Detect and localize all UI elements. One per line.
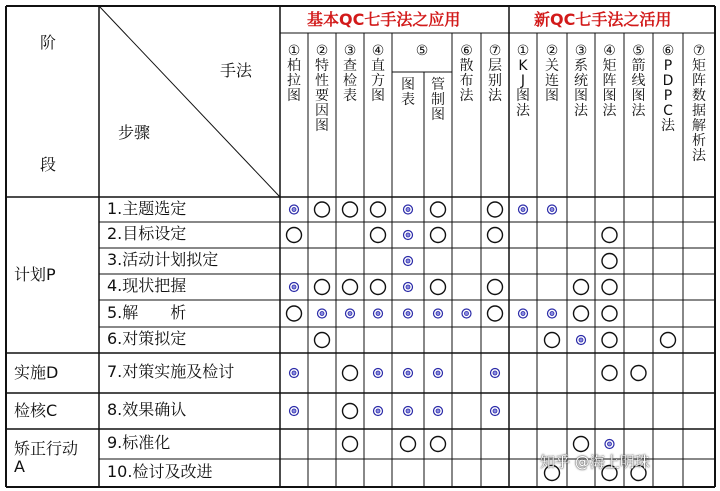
double-circle-mark (404, 309, 413, 318)
col-header-9: ② 关 连 图 (545, 43, 559, 104)
double-circle-mark (462, 309, 471, 318)
col-header-1: ② 特 性 要 因 图 (315, 43, 329, 134)
double-circle-mark (374, 309, 383, 318)
double-circle-mark (404, 283, 413, 292)
open-circle-mark (371, 228, 386, 243)
stage-label-top: 阶 (40, 33, 57, 52)
double-circle-mark (290, 205, 299, 214)
double-circle-mark (404, 407, 413, 416)
open-circle-mark (602, 228, 617, 243)
open-circle-mark (488, 306, 503, 321)
double-circle-mark (434, 407, 443, 416)
double-circle-mark (374, 407, 383, 416)
double-circle-mark (318, 309, 327, 318)
watermark: 知乎 @海上明珠 (540, 453, 650, 471)
step-label-8: 8.效果确认 (107, 400, 187, 419)
double-circle-mark (519, 205, 528, 214)
open-circle-mark (287, 228, 302, 243)
open-circle-mark (488, 228, 503, 243)
open-circle-mark (574, 280, 589, 295)
col-header-11: ④ 矩 阵 图 法 (602, 43, 617, 119)
double-circle-mark (404, 205, 413, 214)
step-label-9: 9.标准化 (107, 433, 171, 452)
open-circle-mark (602, 333, 617, 348)
open-circle-mark (343, 437, 358, 452)
stage-cell-1: 实施D (14, 363, 59, 382)
step-label-1: 1.主题选定 (107, 198, 187, 218)
open-circle-mark (602, 280, 617, 295)
open-circle-mark (574, 437, 589, 452)
col-header-14: ⑦ 矩 阵 数 据 解 析 法 (692, 43, 706, 164)
open-circle-mark (315, 202, 330, 217)
col-header-6: ⑥ 散 布 法 (459, 43, 474, 104)
open-circle-mark (371, 202, 386, 217)
open-circle-mark (602, 366, 617, 381)
open-circle-mark (602, 306, 617, 321)
step-label-10: 10.检讨及改进 (107, 462, 213, 481)
double-circle-mark (404, 369, 413, 378)
col-header-10: ③ 系 统 图 法 (574, 43, 588, 119)
open-circle-mark (431, 280, 446, 295)
open-circle-mark (315, 333, 330, 348)
step-label-2: 2.目标设定 (107, 224, 187, 243)
open-circle-mark (287, 306, 302, 321)
col-name-control-chart: 管 制 图 (431, 77, 445, 123)
open-circle-mark (602, 254, 617, 269)
double-circle-mark (491, 369, 500, 378)
step-label-6: 6.对策拟定 (107, 329, 187, 348)
double-circle-mark (290, 283, 299, 292)
step-label-5: 5.解 析 (107, 302, 187, 322)
open-circle-mark (401, 437, 416, 452)
double-circle-mark (434, 309, 443, 318)
open-circle-mark (343, 280, 358, 295)
method-label: 手法 (220, 61, 253, 80)
open-circle-mark (431, 228, 446, 243)
stage-cell-3: 矫正行动A (14, 439, 79, 476)
double-circle-mark (548, 309, 557, 318)
open-circle-mark (431, 202, 446, 217)
double-circle-mark (346, 309, 355, 318)
header-diagonal (99, 6, 280, 197)
stage-cell-0: 计划P (14, 265, 56, 284)
double-circle-mark (519, 309, 528, 318)
stage-cell-2: 检核C (14, 401, 58, 420)
double-circle-mark (491, 407, 500, 416)
col-name-chart: 图 表 (401, 77, 415, 108)
open-circle-mark (488, 280, 503, 295)
double-circle-mark (434, 369, 443, 378)
step-label: 步骤 (118, 123, 151, 142)
col-header-7: ⑦ 层 别 法 (488, 43, 502, 104)
open-circle-mark (574, 306, 589, 321)
stage-label-bottom: 段 (40, 155, 57, 174)
double-circle-mark (577, 336, 586, 345)
col-header-8: ① K J 图 法 (516, 43, 530, 119)
step-label-4: 4.现状把握 (107, 276, 187, 295)
double-circle-mark (290, 407, 299, 416)
step-label-7: 7.对策实施及检讨 (107, 362, 235, 381)
open-circle-mark (545, 333, 560, 348)
double-circle-mark (404, 257, 413, 266)
col-header-12: ⑤ 箭 线 图 法 (631, 43, 646, 119)
col-number-5: ⑤ (415, 43, 429, 59)
open-circle-mark (343, 202, 358, 217)
step-label-3: 3.活动计划拟定 (107, 250, 219, 269)
new-qc-title: 新QC七手法之活用 (534, 10, 672, 29)
col-header-2: ③ 查 检 表 (343, 43, 357, 104)
open-circle-mark (343, 404, 358, 419)
double-circle-mark (404, 231, 413, 240)
double-circle-mark (548, 205, 557, 214)
basic-qc-title: 基本QC七手法之应用 (307, 10, 461, 29)
open-circle-mark (661, 333, 676, 348)
open-circle-mark (488, 202, 503, 217)
open-circle-mark (631, 366, 646, 381)
open-circle-mark (315, 280, 330, 295)
open-circle-mark (343, 366, 358, 381)
open-circle-mark (431, 437, 446, 452)
col-header-0: ① 柏 拉 图 (287, 43, 301, 104)
double-circle-mark (605, 440, 614, 449)
open-circle-mark (371, 280, 386, 295)
col-header-13: ⑥ P D P C 法 (661, 43, 675, 134)
col-header-3: ④ 直 方 图 (371, 43, 385, 104)
double-circle-mark (374, 369, 383, 378)
double-circle-mark (290, 369, 299, 378)
